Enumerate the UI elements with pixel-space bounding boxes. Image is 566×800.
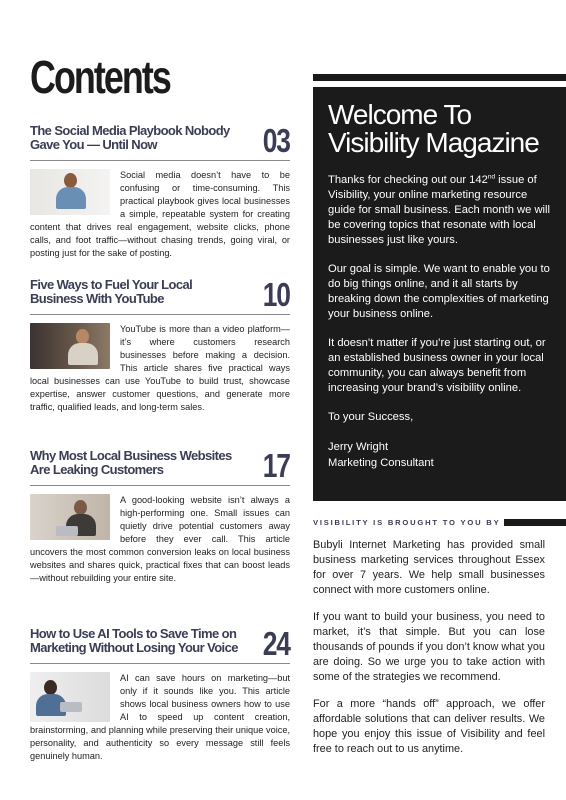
article-summary [30,494,290,585]
article-youtube[interactable] [30,278,290,435]
welcome-closing: To your Success, [328,411,414,423]
article-summary-text: A good-looking website isn’t always a high-performing one. Small issues can quietly drive potential customers away before they ever call. This article uncovers the most common conversion leaks on local business websites and shares quick, practical fixes that can boost leads—without rebuilding your entire site. [30,495,290,583]
article-social-media[interactable] [30,124,290,260]
header-rule [313,74,566,81]
article-header [30,124,290,161]
signature-name: Jerry Wright [328,441,389,453]
article-page-number: 17 [263,447,290,484]
welcome-title-line2: Visibility Magazine [328,127,539,158]
sponsor-paragraph-2: If you want to build your business, you need to market, it’s that simple. But you can lose thousands of pounds if you don’t know what you are doing. So we urge you to take action with some of the strategies we recommend. [313,611,545,683]
article-page-number: 10 [263,276,290,313]
article-title[interactable]: How to Use AI Tools to Save Time on Marketing Without Losing Your Voice [30,626,238,655]
welcome-title-line1: Welcome To [328,99,472,130]
article-websites[interactable] [30,449,290,613]
article-header [30,278,290,315]
welcome-intro-after: issue of Visibility, your online marketing resource guide for small business. Each month we will be covering topics that resonate with local businesses just like yours. [328,174,550,246]
sponsor-text [313,538,545,769]
article-summary [30,323,290,414]
welcome-matter: It doesn’t matter if you’re just starting out, or an established business owner in your local community, you can always benefit from increasing your brand’s visibility online. [328,337,546,394]
article-title[interactable]: Why Most Local Business Websites Are Leaking Customers [30,448,232,477]
brought-by-heading [313,518,566,527]
brought-by-bar [504,519,566,526]
article-ai-tools[interactable] [30,627,290,777]
brought-by-label: VISIBILITY IS BROUGHT TO YOU BY [313,518,501,527]
sponsor-paragraph-3: For a more “hands off” approach, we offer affordable solutions that can deliver results. We hope you enjoy this issue of Visibility and feel free to reach out to us anytime. [313,698,545,755]
article-summary-text: AI can save hours on marketing—but only if it sounds like you. This article shows local business owners how to use AI to speed up content creation, brainstorming, and planning while preserving their unique voice, personality, and authenticity so every message still feels genuinely human. [30,673,290,761]
welcome-panel [313,87,566,501]
man-presenting-photo [30,323,110,369]
woman-with-phone-photo [30,169,110,215]
welcome-intro-sup: nd [487,173,496,181]
page-title: Contents [30,51,170,103]
article-summary [30,672,290,763]
man-at-laptop-photo [30,494,110,540]
article-title[interactable]: Five Ways to Fuel Your Local Business With YouTube [30,277,193,306]
sponsor-paragraph-1: Bubyli Internet Marketing has provided small business marketing services throughout Essex for over 7 years. We help small businesses connect with more customers online. [313,539,545,596]
welcome-title [328,101,552,157]
article-page-number: 24 [263,625,290,662]
welcome-goal: Our goal is simple. We want to enable you to do big things online, and it all starts by breaking down the complexities of marketing your business online. [328,263,550,320]
man-with-laptop-photo [30,672,110,722]
article-summary-text: Social media doesn’t have to be confusing or time-consuming. This practical playbook gives local businesses a simple, repeatable system for creating content that drives real engagement, website clicks, phone calls, and foot traffic—without chasing trends, going viral, or posting just for the sake of posting. [30,170,290,258]
contents-list [30,124,290,777]
article-summary [30,169,290,260]
article-title[interactable]: The Social Media Playbook Nobody Gave You — Until Now [30,123,230,152]
welcome-intro [328,173,552,248]
signature-role: Marketing Consultant [328,457,434,469]
welcome-intro-before: Thanks for checking out our 142 [328,174,488,186]
article-page-number: 03 [263,122,290,159]
article-summary-text: YouTube is more than a video platform—it’s where customers research businesses before making a decision. This article shares five practical ways local businesses can use YouTube to build trust, showcase expertise, answer customer questions, and generate more traffic, qualified leads, and long-term sales. [30,324,290,412]
article-header [30,627,290,664]
article-header [30,449,290,486]
